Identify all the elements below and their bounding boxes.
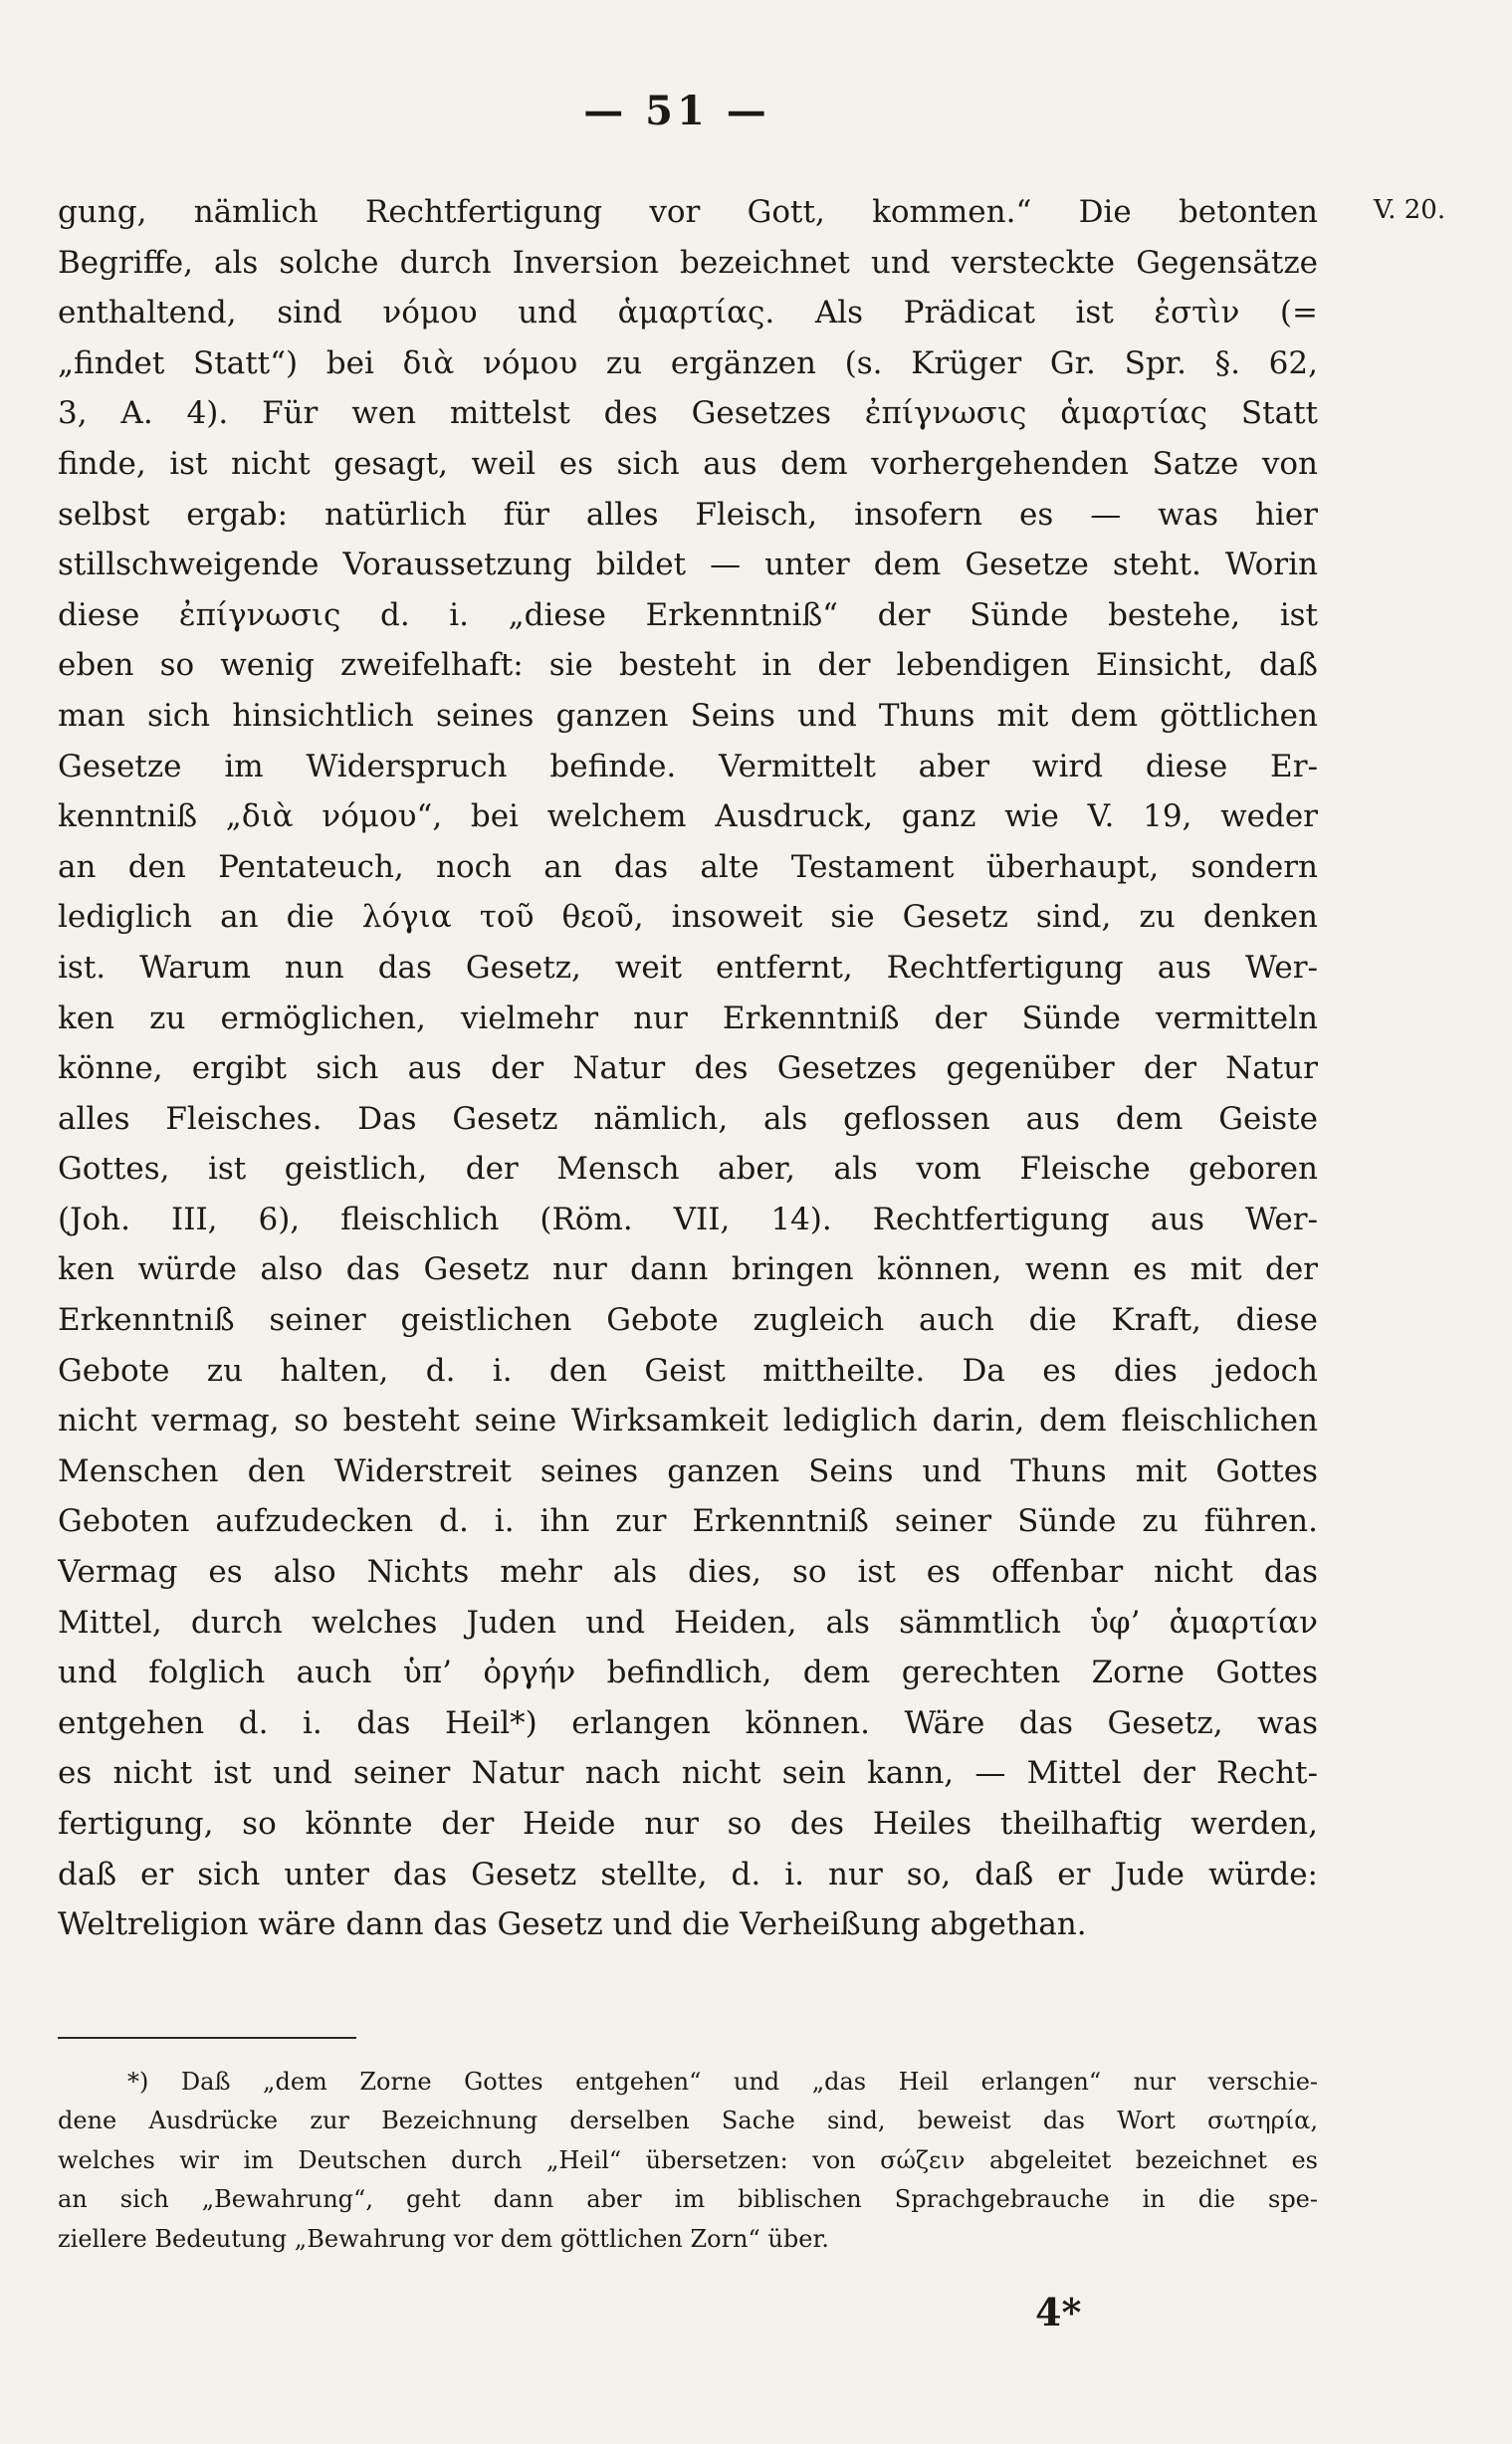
- page-number: — 51 —: [583, 88, 770, 134]
- text-line: gung, nämlich Rechtfertigung vor Gott, kommen.“ Die betonten: [58, 194, 1318, 230]
- text-line: Gottes, ist geistlich, der Mensch aber, als vom Fleische geboren: [58, 1151, 1318, 1188]
- text-line: es nicht ist und seiner Natur nach nicht sein kann, — Mittel der Recht-: [58, 1755, 1318, 1792]
- text-line: kenntniß „διὰ νόμου“, bei welchem Ausdruck, ganz wie V. 19, weder: [58, 798, 1318, 835]
- signature-mark: 4*: [1035, 2290, 1082, 2334]
- text-line: und folglich auch ὑπ’ ὀργήν befindlich, dem gerechten Zorne Gottes: [58, 1655, 1318, 1691]
- text-line: alles Fleisches. Das Gesetz nämlich, als geflossen aus dem Geiste: [58, 1100, 1318, 1137]
- text-line: an den Pentateuch, noch an das alte Testament überhaupt, sondern: [58, 848, 1318, 885]
- text-line: ken würde also das Gesetz nur dann bringen können, wenn es mit der: [58, 1251, 1318, 1288]
- text-line: man sich hinsichtlich seines ganzen Seins und Thuns mit dem göttlichen: [58, 697, 1318, 734]
- body-text: [58, 187, 1318, 1950]
- footnote-line: dene Ausdrücke zur Bezeichnung derselben Sache sind, beweist das Wort σωτηρία,: [58, 2107, 1318, 2135]
- text-line: Geboten aufzudecken d. i. ihn zur Erkenntniß seiner Sünde zu führen.: [58, 1503, 1318, 1540]
- text-line: Begriffe, als solche durch Inversion bezeichnet und versteckte Gegensätze: [58, 244, 1318, 281]
- margin-verse-note: V. 20.: [1374, 195, 1446, 225]
- text-line: fertigung, so könnte der Heide nur so des Heiles theilhaftig werden,: [58, 1806, 1318, 1842]
- text-line: Mittel, durch welches Juden und Heiden, als sämmtlich ὑφ’ ἁμαρτίαν: [58, 1604, 1318, 1641]
- text-line: Vermag es also Nichts mehr als dies, so ist es offenbar nicht das: [58, 1554, 1318, 1591]
- text-line: selbst ergab: natürlich für alles Fleisch, insofern es — was hier: [58, 496, 1318, 533]
- text-line: „findet Statt“) bei διὰ νόμου zu ergänzen (s. Krüger Gr. Spr. §. 62,: [58, 344, 1318, 381]
- text-line: Gesetze im Widerspruch befinde. Vermittelt aber wird diese Er-: [58, 748, 1318, 784]
- footnote-line: an sich „Bewahrung“, geht dann aber im biblischen Sprachgebrauche in die spe-: [58, 2185, 1318, 2214]
- footnote-line: *) Daß „dem Zorne Gottes entgehen“ und „das Heil erlangen“ nur verschie-: [127, 2068, 1318, 2096]
- text-line: ken zu ermöglichen, vielmehr nur Erkenntniß der Sünde vermitteln: [58, 1000, 1318, 1036]
- text-line: Menschen den Widerstreit seines ganzen Seins und Thuns mit Gottes: [58, 1452, 1318, 1489]
- text-line: nicht vermag, so besteht seine Wirksamkeit lediglich darin, dem fleischlichen: [58, 1403, 1318, 1440]
- text-line: entgehen d. i. das Heil*) erlangen können. Wäre das Gesetz, was: [58, 1704, 1318, 1741]
- text-line: könne, ergibt sich aus der Natur des Gesetzes gegenüber der Natur: [58, 1050, 1318, 1087]
- footnote-line: welches wir im Deutschen durch „Heil“ übersetzen: von σώζειν abgeleitet bezeichnet es: [58, 2145, 1318, 2174]
- text-line: Erkenntniß seiner geistlichen Gebote zugleich auch die Kraft, diese: [58, 1302, 1318, 1339]
- text-line: 3, A. 4). Für wen mittelst des Gesetzes ἐπίγνωσις ἁμαρτίας Statt: [58, 395, 1318, 432]
- text-line: ist. Warum nun das Gesetz, weit entfernt, Rechtfertigung aus Wer-: [58, 949, 1318, 986]
- text-line: Gebote zu halten, d. i. den Geist mittheilte. Da es dies jedoch: [58, 1352, 1318, 1389]
- text-line: eben so wenig zweifelhaft: sie besteht in der lebendigen Einsicht, daß: [58, 647, 1318, 684]
- text-line: daß er sich unter das Gesetz stellte, d. i. nur so, daß er Jude würde:: [58, 1856, 1318, 1892]
- footnote-divider: [58, 2037, 356, 2039]
- text-line: enthaltend, sind νόμου und ἁμαρτίας. Als Prädicat ist ἐστὶν (=: [58, 295, 1318, 332]
- text-line: diese ἐπίγνωσις d. i. „diese Erkenntniß“ der Sünde bestehe, ist: [58, 596, 1318, 633]
- text-line: Weltreligion wäre dann das Gesetz und die Verheißung abgethan.: [58, 1906, 1087, 1943]
- text-line: lediglich an die λόγια τοῦ θεοῦ, insoweit sie Gesetz sind, zu denken: [58, 899, 1318, 936]
- footnote-line: ziellere Bedeutung „Bewahrung vor dem göttlichen Zorn“ über.: [58, 2224, 829, 2253]
- text-line: (Joh. III, 6), fleischlich (Röm. VII, 14). Rechtfertigung aus Wer-: [58, 1201, 1318, 1237]
- footnote: [58, 2063, 1318, 2259]
- text-line: finde, ist nicht gesagt, weil es sich aus dem vorhergehenden Satze von: [58, 445, 1318, 482]
- text-line: stillschweigende Voraussetzung bildet — unter dem Gesetze steht. Worin: [58, 547, 1318, 583]
